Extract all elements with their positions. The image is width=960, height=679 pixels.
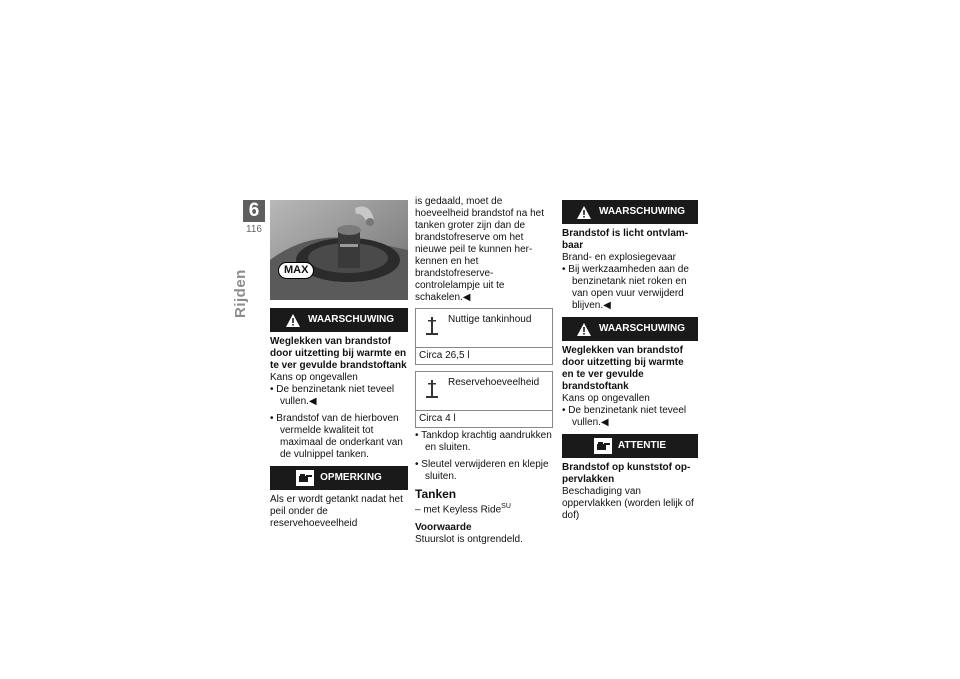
list-item: • Brandstof van de hierboven vermelde kwaliteit tot maximaal de onderkant van de vulnippel tanken.: [270, 413, 408, 461]
max-label: MAX: [278, 262, 314, 279]
fuel-filler-illustration: [270, 200, 408, 300]
warning-triangle-icon: [575, 204, 593, 220]
list-item: • Sleutel verwijderen en klepje sluiten.: [415, 459, 553, 483]
warning-cause: Brand- en explosiegevaar: [562, 252, 676, 263]
list-item: • De benzinetank niet teveel vullen.◀: [562, 405, 698, 429]
column-2: [415, 196, 553, 546]
chapter-label: Rijden: [232, 269, 249, 318]
note-text: Als er wordt getankt nadat het peil onder de reservehoeveelheid: [270, 494, 403, 529]
warning-banner: [562, 317, 698, 341]
attention-banner: [562, 434, 698, 458]
keyless-ride-line: [415, 501, 553, 516]
note-banner-label: OPMERKING: [320, 472, 382, 483]
keyless-text: – met Keyless Ride: [415, 504, 502, 516]
spec-value: Circa 26,5 l: [419, 350, 470, 361]
warning-banner: [270, 308, 408, 332]
spec-box-reserve: [415, 371, 553, 428]
spec-label: Reservehoeveelheid: [448, 377, 540, 388]
list-item: • Tankdop krachtig aandrukken en sluiten.: [415, 430, 553, 454]
keyless-sup: SU: [501, 503, 511, 510]
precondition-text: Stuurslot is ontgrendeld.: [415, 534, 523, 546]
list-item: • Bij werkzaamheden aan de benzinetank niet roken en van open vuur verwijderd blijven.◀: [562, 264, 698, 312]
spec-label: Nuttige tankinhoud: [448, 314, 532, 325]
chapter-number: 6: [243, 200, 265, 222]
column-3: [562, 198, 698, 522]
list-item: • De benzinetank niet teveel vullen.◀: [270, 384, 408, 408]
precondition-title: Voorwaarde: [415, 522, 472, 534]
attention-cause: Beschadiging van oppervlakken (worden lelijk of dof): [562, 486, 694, 521]
warning-cause: Kans op ongevallen: [270, 372, 358, 383]
fuel-gauge-icon: [426, 380, 438, 404]
warning-title: Weglekken van brandstof door uitzetting bij warmte en te ver gevulde brandstoftank: [562, 345, 684, 392]
note-continuation: is gedaald, moet de hoeveelheid brandstof na het tanken groter zijn dan de brandstofreserve om het nieuwe peil te kunnen her-kennen en het brandstofreserve-controlelampje uit te schakelen.◀: [415, 196, 544, 303]
warning-title: Brandstof is licht ontvlam-baar: [562, 228, 689, 251]
section-title: Tanken: [415, 487, 457, 501]
warning-banner-label: WAARSCHUWING: [598, 206, 686, 217]
warning-triangle-icon: [575, 321, 593, 337]
note-banner: [270, 466, 408, 490]
spec-value: Circa 4 l: [419, 413, 456, 424]
spec-box-capacity: [415, 308, 553, 365]
warning-banner-label: WAARSCHUWING: [307, 314, 395, 325]
warning-cause: Kans op ongevallen: [562, 393, 650, 404]
page-number: 116: [246, 224, 262, 235]
pointing-hand-icon: [594, 438, 612, 454]
warning-triangle-icon: [284, 312, 302, 328]
attention-banner-label: ATTENTIE: [617, 440, 667, 451]
warning-banner-label: WAARSCHUWING: [598, 323, 686, 334]
warning-banner: [562, 200, 698, 224]
attention-title: Brandstof op kunststof op-pervlakken: [562, 462, 691, 485]
fuel-gauge-icon: [426, 317, 438, 341]
fuel-filler-photo: [270, 200, 408, 300]
column-1: [270, 200, 408, 530]
warning-title: Weglekken van brandstof door uitzetting bij warmte en te ver gevulde brandstoftank: [270, 336, 407, 371]
pointing-hand-icon: [296, 470, 314, 486]
